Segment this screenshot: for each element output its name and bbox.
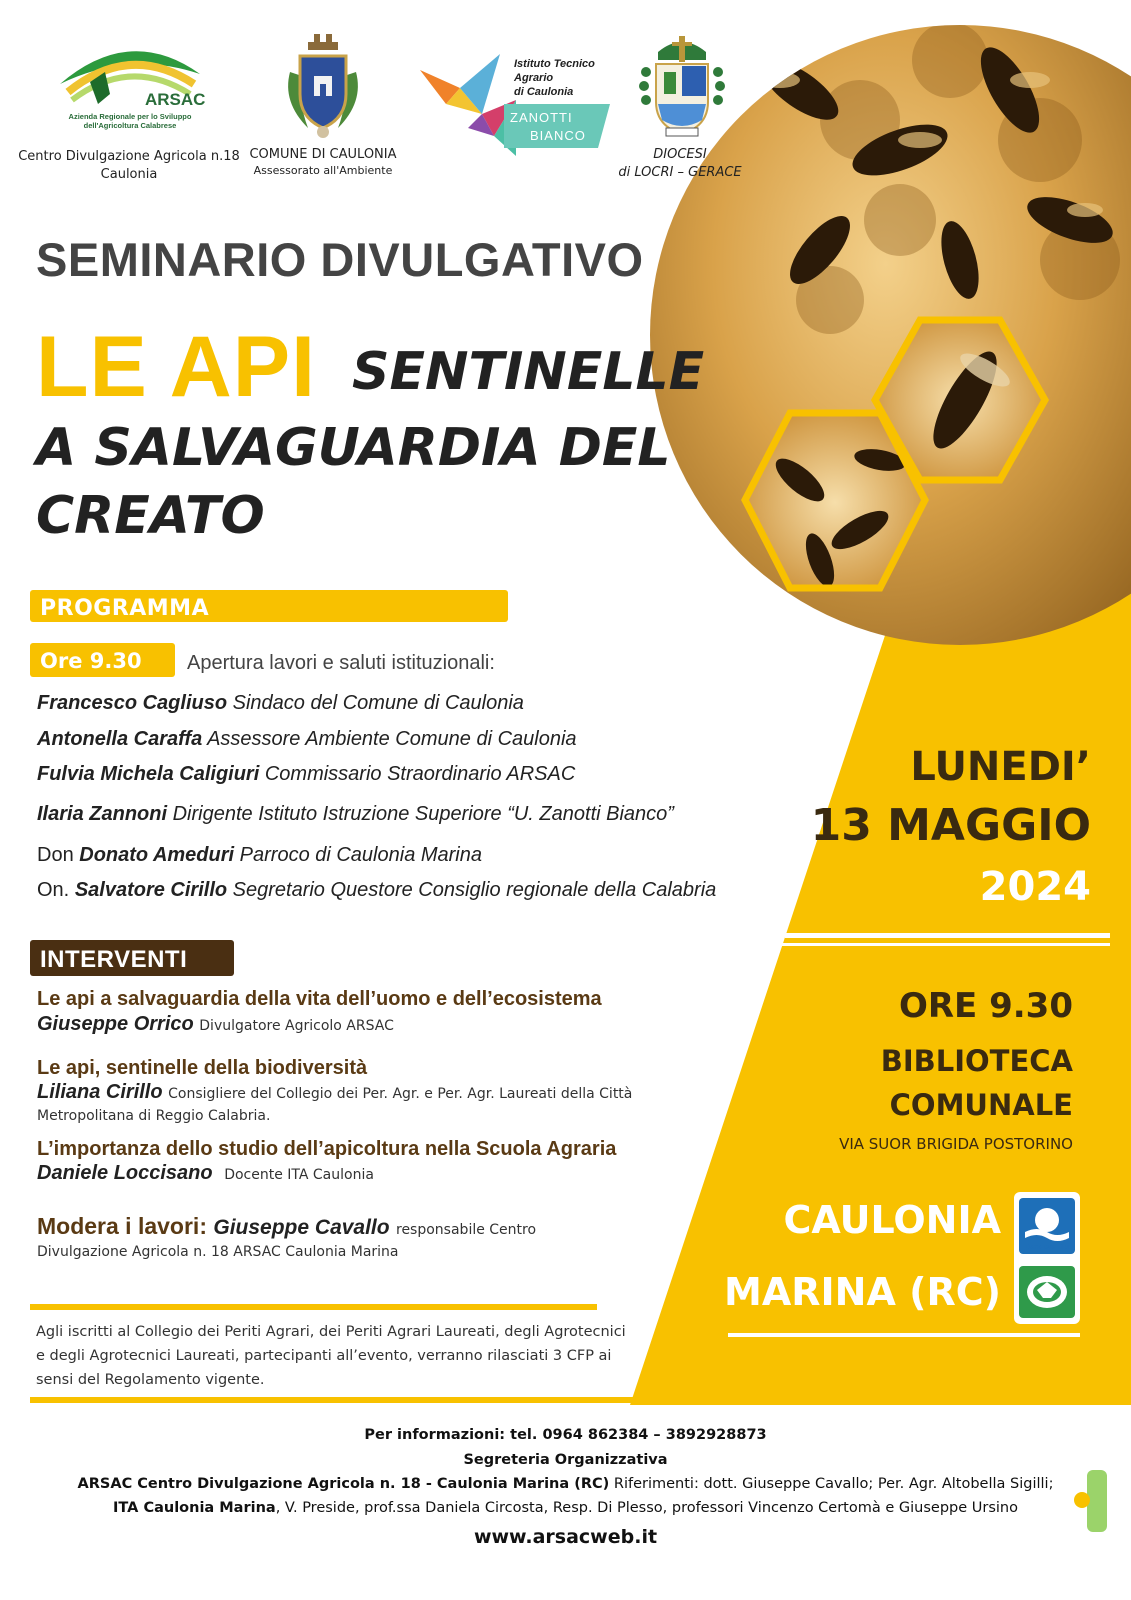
talk-title: L’importanza dello studio dell’apicoltura nella Scuola Agraria [37,1138,617,1160]
speaker-role: Segretario Questore Consiglio regionale della Calabria [232,879,717,901]
cfp-note-line: e degli Agrotecnici Laureati, partecipanti all’evento, verranno rilasciati 3 CFP ai [36,1348,612,1364]
title-highlight: LE API [36,319,316,415]
talk-speaker-row [37,1081,632,1104]
talk-title: Le api, sentinelle della biodiversità [37,1057,368,1079]
arsac-brand-text: ARSAC [145,90,206,109]
talk-speaker: Daniele Loccisano [37,1162,213,1184]
speaker-name: Francesco Cagliuso [37,692,228,714]
arsac-caption-line1: Centro Divulgazione Agricola n.18 [18,149,240,164]
talk-title: Le api a salvaguardia della vita dell’uomo e dell’ecosistema [37,988,602,1010]
footer-school-staff: , V. Preside, prof.ssa Daniela Circosta, Resp. Di Plesso, professori Vincenzo Certomà e Giuseppe Ursino [275,1500,1018,1516]
footer-segreteria-label: Segreteria Organizzativa [463,1452,668,1468]
talk-role: Docente ITA Caulonia [224,1167,374,1183]
award-badges [1014,1192,1080,1324]
comune-caption-line1: COMUNE DI CAULONIA [249,147,397,162]
talk-speaker-row [37,1162,374,1185]
speaker-prefix: On. [37,879,70,901]
moderator-row [37,1213,536,1240]
speaker-row [37,692,524,715]
istituto-text-3: di Caulonia [514,86,574,98]
comune-caption-line2: Assessorato all'Ambiente [253,164,393,177]
seminar-kicker: SEMINARIO DIVULGATIVO [36,233,644,286]
moderator-role-continued: Divulgazione Agricola n. 18 ARSAC Caulonia Marina [37,1244,399,1260]
cfp-note-line: Agli iscritti al Collegio dei Periti Agrari, dei Periti Agrari Laureati, degli Agrotecnici [36,1324,626,1340]
istituto-logo [420,48,615,158]
title-line2: A SALVAGUARDIA DEL [36,418,671,478]
event-address: VIA SUOR BRIGIDA POSTORINO [839,1135,1073,1153]
moderator-label: Modera i lavori: [37,1213,207,1239]
diocesi-caption [600,146,760,182]
diocesi-caption-line2: di LOCRI – GERACE [618,165,742,180]
diocese-coat-of-arms-icon [636,32,728,140]
cfp-divider [30,1304,597,1310]
title-line3: CREATO [36,486,265,546]
speaker-role: Parroco di Caulonia Marina [239,844,482,866]
speaker-role: Commissario Straordinario ARSAC [264,763,576,785]
footer-references-text: Riferimenti: dott. Giuseppe Cavallo; Per. Agr. Altobella Sigilli; [609,1476,1054,1492]
talk-speaker: Liliana Cirillo [37,1081,163,1103]
event-year: 2024 [979,864,1091,910]
speaker-role: Dirigente Istituto Istruzione Superiore “U. Zanotti Bianco” [172,803,674,825]
speaker-name: Antonella Caraffa [37,728,203,750]
footer-references [0,1476,1131,1492]
talk-role: Divulgatore Agricolo ARSAC [199,1018,394,1034]
footer-segreteria [0,1452,1131,1468]
istituto-text-1: Istituto Tecnico [514,58,595,70]
moderator-role: responsabile Centro [396,1222,537,1238]
footer-arsac-center: ARSAC Centro Divulgazione Agricola n. 18 - Caulonia Marina (RC) [77,1476,610,1492]
title-part1: SENTINELLE [352,342,705,402]
istituto-text-2: Agrario [514,72,554,84]
opening-time: Ore 9.30 [40,649,142,673]
bottom-divider [30,1397,1107,1403]
event-city-line1: CAULONIA [783,1198,1001,1242]
event-date: 13 MAGGIO [810,800,1091,851]
city-crest-icon [278,32,368,142]
speaker-prefix: Don [37,844,74,866]
speaker-name: Fulvia Michela Caligiuri [37,763,260,785]
diocesi-caption-line1: DIOCESI [653,147,707,162]
diocesi-crest [636,32,728,140]
speaker-name: Donato Ameduri [79,844,235,866]
arsac-logo [50,32,210,132]
event-city-line2: MARINA (RC) [724,1270,1001,1314]
istituto-badge-2: BIANCO [530,128,586,143]
blue-flag-label: Bandiera Blu [1025,1244,1069,1251]
footer-school-name: ITA Caulonia Marina [113,1500,276,1516]
talk-speaker: Giuseppe Orrico [37,1013,194,1035]
arsac-caption [14,148,244,184]
speaker-row [37,763,575,786]
event-time: ORE 9.30 [898,986,1073,1026]
event-venue-line2: COMUNALE [889,1088,1073,1122]
comune-crest [278,32,368,142]
istituto-badge-1: ZANOTTI [510,110,573,125]
speaker-row [37,879,716,902]
speaker-row [37,844,482,867]
cfp-note-line: sensi del Regolamento vigente. [36,1372,265,1388]
speaker-row [37,803,674,826]
cfp-note [36,1320,656,1392]
speaker-name: Ilaria Zannoni [37,803,168,825]
arsac-brand-subtext: Azienda Regionale per lo Sviluppo dell'Agricoltura Calabrese [68,112,192,130]
speaker-role: Assessore Ambiente Comune di Caulonia [207,728,577,750]
speaker-name: Salvatore Cirillo [74,879,228,901]
speaker-role: Sindaco del Comune di Caulonia [232,692,524,714]
speaker-row [37,728,577,751]
moderator-name: Giuseppe Cavallo [213,1216,390,1239]
programma-heading: PROGRAMMA [40,596,210,621]
footer-info [0,1427,1131,1443]
footer-phone: Per informazioni: tel. 0964 862384 – 3892928873 [364,1427,767,1443]
footer-school [0,1500,1131,1516]
event-weekday: LUNEDI’ [910,744,1091,790]
event-venue-line1: BIBLIOTECA [880,1044,1073,1078]
green-award-icon [1019,1266,1075,1318]
talk-role-continued: Metropolitana di Reggio Calabria. [37,1108,271,1124]
opening-description: Apertura lavori e saluti istituzionali: [187,652,495,674]
interventi-heading: INTERVENTI [40,946,188,973]
comune-caption [230,146,416,178]
talk-speaker-row [37,1013,394,1036]
arsac-caption-line2: Caulonia [100,167,158,182]
footer-website-link[interactable]: www.arsacweb.it [473,1526,658,1548]
talk-role: Consigliere del Collegio dei Per. Agr. e Per. Agr. Laureati della Città [168,1086,633,1102]
